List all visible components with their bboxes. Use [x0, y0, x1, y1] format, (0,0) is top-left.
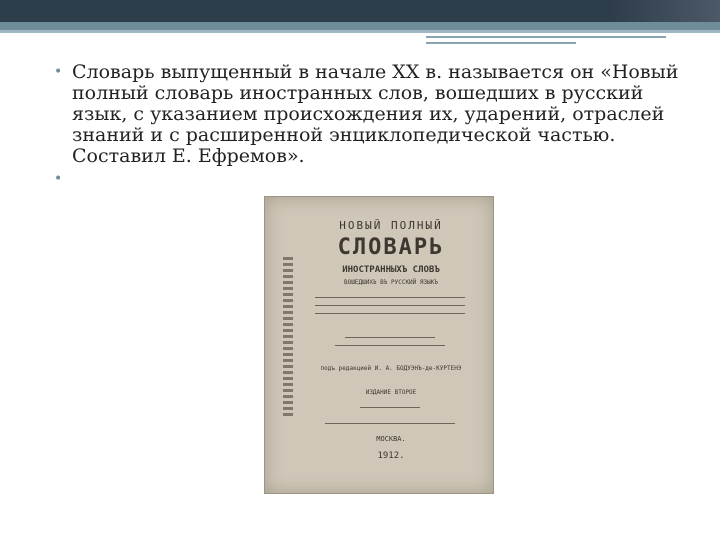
cover-text-line — [315, 297, 465, 298]
cover-title-line-2: СЛОВАРЬ — [337, 235, 445, 260]
book-cover-photo — [264, 196, 494, 494]
header-shade — [610, 0, 720, 22]
cover-title-line-1: НОВЫЙ ПОЛНЫЙ — [339, 219, 443, 232]
cover-divider — [360, 407, 420, 408]
cover-editor: подъ редакцией И. А. БОДУЭНЪ-де-КУРТЕНЭ — [320, 365, 462, 372]
cover-title-line-3: ИНОСТРАННЫХЪ СЛОВЪ — [342, 265, 440, 275]
accent-line — [426, 42, 576, 44]
bullet-item — [54, 62, 694, 167]
cover-text-line — [325, 423, 455, 424]
slide-content — [54, 62, 694, 193]
cover-text-line — [315, 313, 465, 314]
header-accent-lines — [426, 36, 666, 48]
cover-edition: ИЗДАНИЕ ВТОРОЕ — [365, 389, 417, 396]
bullet-marker: • — [54, 64, 63, 80]
cover-city: МОСКВА. — [376, 435, 406, 443]
cover-title-line-4: ВОШЕДШИХЪ ВЪ РУССКИЙ ЯЗЫКЪ — [344, 279, 438, 286]
cover-year: 1912. — [377, 451, 405, 461]
bullet-item-empty — [54, 169, 694, 193]
accent-line — [426, 36, 666, 38]
cover-text-line — [345, 337, 435, 338]
header-stripe — [0, 22, 720, 30]
bullet-marker: • — [54, 171, 63, 187]
cover-text-line — [335, 345, 445, 346]
cover-text-line — [315, 305, 465, 306]
slide-header-bar — [0, 0, 720, 22]
header-stripe-thin — [0, 30, 720, 33]
bullet-text: Словарь выпущенный в начале XX в. называется он «Новый полный словарь иностранных слов, вошедших в русский язык, с указанием происхождения их, ударений, отраслей знаний и с расширенной энциклопедической частью. Составил Е. Ефремов». — [72, 61, 679, 167]
